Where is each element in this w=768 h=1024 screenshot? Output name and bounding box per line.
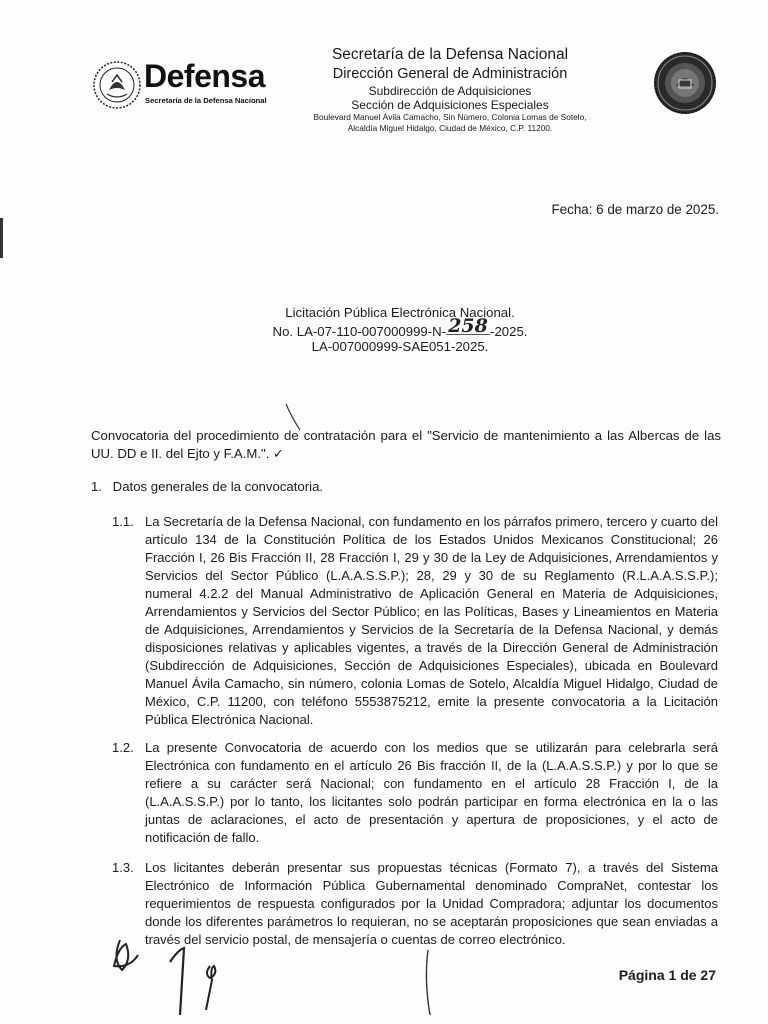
licitacion-title: Licitación Pública Electrónica Nacional. [285, 305, 515, 320]
logo-word: Defensa [144, 58, 265, 94]
paragraph-text: Los licitantes deberán presentar sus propuestas técnicas (Formato 7), a través del Sistema Electrónico de Información Pública Gubernamental denominado CompraNet, contestar los requerimientos de respuesta configurados por la Unidad Compradora; adjuntar los documentos donde los diferentes parámetros lo requieran, no se aceptarán proposiciones que sean enviadas a través del servicio postal, de mensajería o cuentas de correo electrónico. [145, 860, 718, 947]
licitacion-number-prefix: No. LA-07-110-007000999-N- [272, 324, 447, 339]
paragraph-text: La Secretaría de la Defensa Nacional, con fundamento en los párrafos primero, tercero y cuarto del artículo 134 de la Constitución Política de los Estados Unidos Mexicanos Constitucional; 26 Fracción I, 26 Bis Fracción II, 28 Fracción I, 29 y 30 de la Ley de Adquisiciones, Arrendamientos y Servicios del Sector Público (L.A.A.S.S.P.); 28, 29 y 30 de su Reglamento (R.L.A.A.S.S.P.); numeral 4.2.2 del Manual Administrativo de Aplicación General en Materia de Adquisiciones, Arrendamientos y Servicios del Sector Público; en las Políticas, Bases y Lineamientos en Materia de Adquisiciones, Arrendamientos y Servicios de la Secretaría de la Defensa Nacional, y demás disposiciones relativas y aplicables vigentes, a través de la Dirección General de Administración (Subdirección de Adquisiciones, Sección de Adquisiciones Especiales), ubicada en Boulevard Manuel Ávila Camacho, sin número, colonia Lomas de Sotelo, Alcaldía Miguel Hidalgo, Ciudad de México, C.P. 11200, con teléfono 5553875212, emite la presente convocatoria a la Licitación Pública Electrónica Nacional. [145, 514, 718, 727]
header-secretaria: Secretaría de la Defensa Nacional [331, 46, 569, 63]
national-seal-icon [92, 60, 142, 110]
header-subdireccion: Subdirección de Adquisiciones [368, 84, 532, 98]
header-direccion: Dirección General de Administración [332, 66, 568, 82]
licitacion-number [200, 315, 600, 339]
licitacion-number-suffix: -2025. [490, 324, 528, 339]
header-seccion: Sección de Adquisiciones Especiales [351, 98, 549, 112]
paragraph-1-1 [112, 513, 718, 729]
check-mark-icon: ✓ [273, 447, 284, 462]
section-title: Datos generales de la convocatoria. [112, 479, 324, 494]
page-number: Página 1 de 27 [618, 967, 716, 983]
header-address-1: Boulevard Manuel Ávila Camacho, Sin Número, Colonia Lomas de Sotelo, [313, 112, 587, 122]
paragraph-1-2 [112, 739, 718, 847]
handwritten-number: 258 [446, 318, 490, 335]
institutional-seal-icon [652, 50, 718, 116]
header-address-2: Alcaldía Miguel Hidalgo, Ciudad de México, C.P. 11200. [347, 123, 553, 133]
document-date: Fecha: 6 de marzo de 2025. [551, 202, 719, 217]
defensa-logo [92, 58, 282, 114]
paragraph-1-3 [112, 859, 718, 949]
licitacion-code: LA-007000999-SAE051-2025. [311, 339, 489, 354]
paragraph-number: 1.3. [112, 860, 134, 875]
section-heading [91, 479, 323, 494]
logo-subtitle: Secretaría de la Defensa Nacional [145, 96, 267, 105]
edge-mark [0, 218, 3, 258]
section-number: 1. [91, 479, 102, 494]
paragraph-number: 1.1. [112, 514, 134, 529]
convocatoria-body: Convocatoria del procedimiento de contratación para el "Servicio de mantenimiento a las Albercas de las UU. DD e II. del Ejto y F.A.M.". [91, 428, 721, 461]
paragraph-text: La presente Convocatoria de acuerdo con los medios que se utilizarán para celebrarla será Electrónica con fundamento en el artículo 26 Bis fracción II, de la (L.A.A.S.S.P.) y por lo que se refiere a su carácter será Nacional; con fundamento en el artículo 28 Fracción I, de la (L.A.A.S.S.P.) por lo tanto, los licitantes solo podrán participar en forma electrónica en la o las juntas de aclaraciones, el acto de presentación y apertura de proposiciones, y el acto de notificación de fallo. [145, 740, 718, 845]
convocatoria-text [91, 427, 721, 464]
paragraph-number: 1.2. [112, 740, 134, 755]
